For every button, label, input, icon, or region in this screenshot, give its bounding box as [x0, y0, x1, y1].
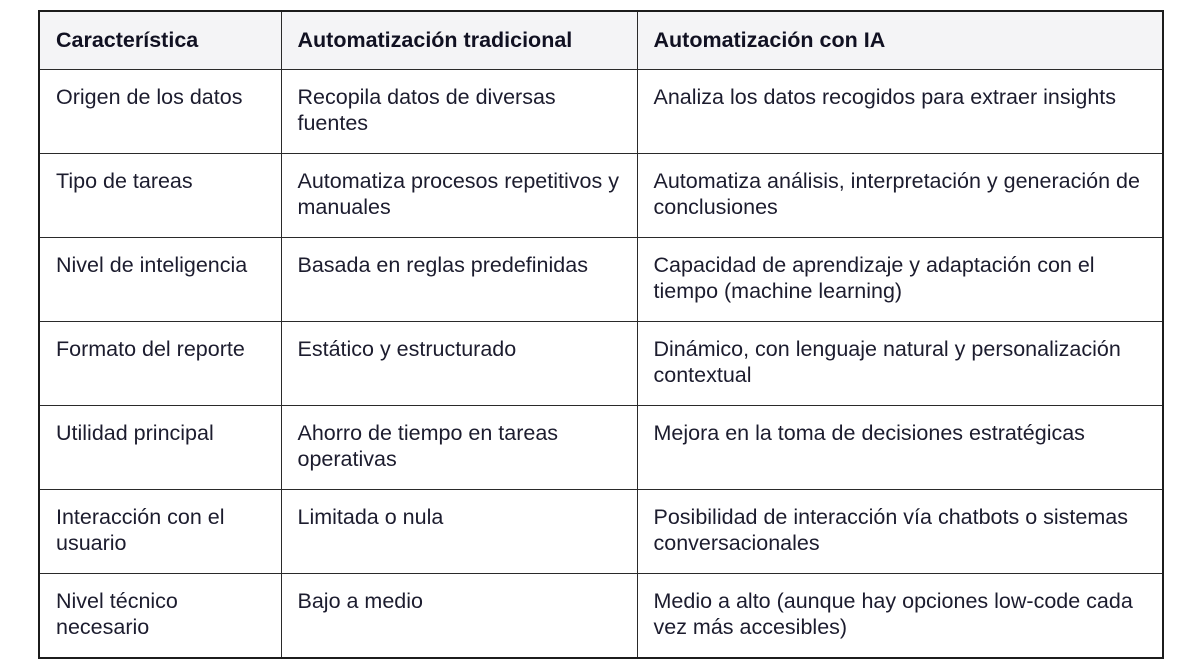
cell-con-ia: Analiza los datos recogidos para extraer insights [637, 70, 1163, 154]
cell-caracteristica: Nivel técnico necesario [39, 574, 281, 659]
table-row [39, 322, 1163, 406]
cell-tradicional: Automatiza procesos repetitivos y manuales [281, 154, 637, 238]
table-row [39, 70, 1163, 154]
cell-con-ia: Automatiza análisis, interpretación y generación de conclusiones [637, 154, 1163, 238]
table-row [39, 406, 1163, 490]
header-automatizacion-con-ia: Automatización con IA [637, 11, 1163, 70]
cell-con-ia: Dinámico, con lenguaje natural y personalización contextual [637, 322, 1163, 406]
header-row [39, 11, 1163, 70]
cell-con-ia: Mejora en la toma de decisiones estratégicas [637, 406, 1163, 490]
cell-tradicional: Limitada o nula [281, 490, 637, 574]
cell-caracteristica: Tipo de tareas [39, 154, 281, 238]
table-row [39, 490, 1163, 574]
cell-caracteristica: Utilidad principal [39, 406, 281, 490]
cell-caracteristica: Formato del reporte [39, 322, 281, 406]
table-row [39, 574, 1163, 659]
cell-caracteristica: Nivel de inteligencia [39, 238, 281, 322]
header-caracteristica: Característica [39, 11, 281, 70]
cell-tradicional: Estático y estructurado [281, 322, 637, 406]
cell-tradicional: Bajo a medio [281, 574, 637, 659]
comparison-table [38, 10, 1164, 659]
cell-tradicional: Recopila datos de diversas fuentes [281, 70, 637, 154]
cell-caracteristica: Interacción con el usuario [39, 490, 281, 574]
table-row [39, 154, 1163, 238]
cell-tradicional: Basada en reglas predefinidas [281, 238, 637, 322]
cell-con-ia: Posibilidad de interacción vía chatbots o sistemas conversacionales [637, 490, 1163, 574]
cell-con-ia: Medio a alto (aunque hay opciones low-code cada vez más accesibles) [637, 574, 1163, 659]
cell-tradicional: Ahorro de tiempo en tareas operativas [281, 406, 637, 490]
header-automatizacion-tradicional: Automatización tradicional [281, 11, 637, 70]
cell-con-ia: Capacidad de aprendizaje y adaptación con el tiempo (machine learning) [637, 238, 1163, 322]
table-body [39, 70, 1163, 659]
table-row [39, 238, 1163, 322]
cell-caracteristica: Origen de los datos [39, 70, 281, 154]
table-header [39, 11, 1163, 70]
